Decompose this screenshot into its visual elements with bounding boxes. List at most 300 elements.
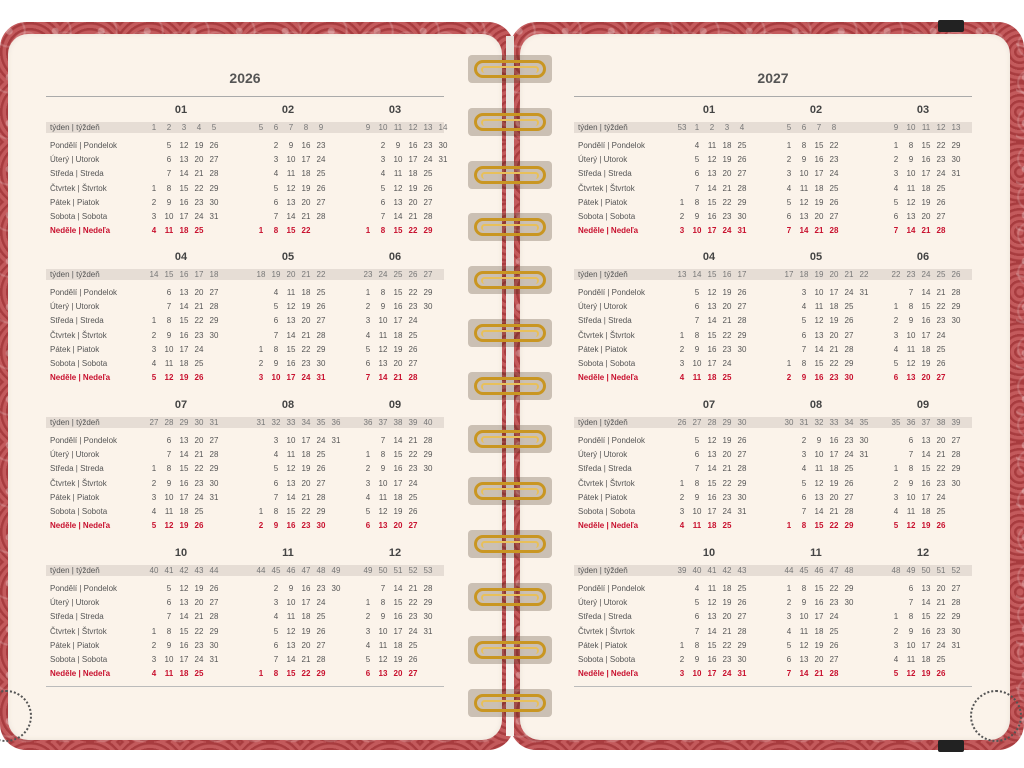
- day-number: 22: [722, 478, 732, 488]
- day-number: 28: [737, 183, 747, 193]
- day-number: 15: [707, 197, 717, 207]
- day-number: 20: [722, 302, 732, 312]
- day-label: Pondělí | Pondelok: [578, 584, 646, 593]
- day-number: 18: [722, 584, 732, 593]
- day-number: 1: [151, 464, 157, 474]
- month-name: 12: [916, 547, 930, 559]
- day-number: 19: [921, 197, 931, 207]
- day-number: 24: [316, 436, 326, 445]
- day-number: 17: [829, 450, 839, 460]
- week-number: 45: [799, 566, 809, 575]
- day-number: 19: [194, 584, 204, 593]
- day-number: 3: [273, 598, 279, 608]
- day-number: 13: [378, 521, 388, 531]
- day-label: Neděle | Nedeľa: [50, 521, 111, 531]
- day-number: 26: [194, 521, 204, 531]
- day-number: 24: [936, 169, 946, 179]
- week-number: 3: [181, 123, 187, 132]
- day-number: 1: [258, 669, 264, 679]
- week-number: 23: [906, 270, 916, 279]
- day-number: 25: [316, 288, 326, 297]
- day-number: 6: [786, 655, 792, 664]
- day-number: 29: [951, 464, 961, 474]
- day-number: 4: [893, 183, 899, 193]
- day-number: 18: [707, 373, 717, 383]
- day-number: 11: [814, 302, 824, 312]
- day-number: 22: [936, 612, 946, 622]
- day-number: 7: [166, 169, 172, 179]
- day-number: 24: [316, 598, 326, 608]
- day-number: 15: [286, 226, 296, 236]
- day-number: 23: [194, 478, 204, 488]
- day-number: 27: [316, 316, 326, 326]
- day-label: Pátek | Piatok: [50, 640, 100, 650]
- day-number: 15: [707, 330, 717, 340]
- day-number: 6: [801, 492, 807, 502]
- day-number: 31: [951, 169, 961, 179]
- day-number: 2: [258, 359, 264, 368]
- day-number: 3: [151, 655, 157, 664]
- day-number: 3: [273, 155, 279, 165]
- day-number: 27: [737, 302, 747, 312]
- day-number: 25: [936, 655, 946, 664]
- week-number: 24: [378, 270, 388, 279]
- day-label: Středa | Streda: [578, 612, 632, 622]
- day-label: Pátek | Piatok: [50, 344, 100, 354]
- day-number: 26: [316, 626, 326, 636]
- day-number: 30: [316, 521, 326, 531]
- day-number: 14: [707, 464, 717, 474]
- week-number: 36: [363, 418, 373, 427]
- day-number: 20: [301, 640, 311, 650]
- day-number: 29: [316, 344, 326, 354]
- day-number: 29: [316, 507, 326, 516]
- day-number: 12: [799, 197, 809, 207]
- day-number: 19: [921, 359, 931, 368]
- month-name: 07: [174, 399, 188, 411]
- binding-ring: [474, 641, 546, 659]
- day-number: 8: [166, 183, 172, 193]
- day-number: 15: [393, 598, 403, 608]
- day-number: 30: [209, 478, 219, 488]
- day-number: 23: [301, 359, 311, 368]
- day-number: 29: [951, 302, 961, 312]
- week-number: 19: [814, 270, 824, 279]
- day-number: 12: [378, 655, 388, 664]
- day-number: 27: [408, 521, 418, 531]
- binding-ring: [474, 430, 546, 448]
- day-number: 2: [365, 612, 371, 622]
- day-number: 21: [301, 492, 311, 502]
- day-number: 3: [893, 492, 899, 502]
- month-name: 04: [702, 251, 716, 263]
- day-number: 12: [378, 344, 388, 354]
- day-number: 1: [786, 141, 792, 150]
- week-number: 35: [859, 418, 869, 427]
- day-number: 8: [694, 330, 700, 340]
- day-number: 14: [814, 344, 824, 354]
- day-number: 27: [316, 197, 326, 207]
- day-number: 4: [151, 507, 157, 516]
- day-number: 10: [906, 640, 916, 650]
- day-number: 29: [423, 288, 433, 297]
- day-number: 1: [151, 626, 157, 636]
- day-number: 25: [829, 183, 839, 193]
- day-number: 10: [164, 344, 174, 354]
- day-number: 20: [194, 436, 204, 445]
- day-number: 9: [908, 478, 914, 488]
- day-number: 27: [408, 359, 418, 368]
- day-number: 20: [722, 612, 732, 622]
- day-number: 25: [194, 359, 204, 368]
- day-number: 25: [194, 507, 204, 516]
- week-header-label: týden | týždeň: [578, 123, 628, 132]
- day-number: 6: [694, 169, 700, 179]
- day-number: 21: [194, 450, 204, 460]
- day-number: 5: [166, 584, 172, 593]
- week-number: 48: [316, 566, 326, 575]
- day-number: 26: [316, 302, 326, 312]
- day-number: 14: [286, 655, 296, 664]
- day-number: 22: [301, 344, 311, 354]
- day-number: 28: [209, 169, 219, 179]
- day-number: 5: [151, 373, 157, 383]
- day-number: 12: [378, 507, 388, 516]
- day-number: 21: [301, 330, 311, 340]
- day-number: 30: [331, 584, 341, 593]
- day-label: Sobota | Sobota: [50, 212, 108, 221]
- day-number: 8: [380, 598, 386, 608]
- day-number: 17: [301, 436, 311, 445]
- week-number: 9: [365, 123, 371, 132]
- day-number: 30: [951, 626, 961, 636]
- day-number: 9: [166, 197, 172, 207]
- day-number: 16: [707, 212, 717, 221]
- day-number: 23: [301, 521, 311, 531]
- day-label: Pondělí | Pondelok: [578, 288, 646, 297]
- day-number: 18: [393, 492, 403, 502]
- day-label: Pondělí | Pondelok: [50, 288, 118, 297]
- day-number: 31: [209, 655, 219, 664]
- day-number: 25: [423, 169, 433, 179]
- week-number: 6: [273, 123, 279, 132]
- day-number: 22: [722, 197, 732, 207]
- day-number: 6: [893, 212, 899, 221]
- day-number: 29: [737, 197, 747, 207]
- day-number: 30: [737, 344, 747, 354]
- day-number: 16: [393, 612, 403, 622]
- day-number: 10: [286, 598, 296, 608]
- day-number: 12: [286, 183, 296, 193]
- day-number: 20: [393, 669, 403, 679]
- day-number: 5: [166, 141, 172, 150]
- day-number: 20: [301, 478, 311, 488]
- day-number: 14: [921, 450, 931, 460]
- week-number: 36: [331, 418, 341, 427]
- day-number: 1: [151, 183, 157, 193]
- day-label: Sobota | Sobota: [578, 507, 636, 516]
- day-number: 7: [380, 212, 386, 221]
- day-number: 5: [694, 598, 700, 608]
- day-number: 9: [694, 655, 700, 664]
- day-number: 29: [423, 450, 433, 460]
- day-number: 5: [365, 655, 371, 664]
- day-number: 14: [707, 316, 717, 326]
- day-number: 23: [722, 212, 732, 221]
- day-number: 8: [908, 464, 914, 474]
- day-number: 7: [273, 212, 279, 221]
- day-number: 30: [209, 197, 219, 207]
- day-number: 3: [273, 436, 279, 445]
- day-number: 8: [380, 288, 386, 297]
- day-number: 25: [844, 302, 854, 312]
- day-number: 2: [801, 436, 807, 445]
- day-number: 12: [286, 464, 296, 474]
- day-number: 1: [893, 302, 899, 312]
- day-number: 6: [273, 640, 279, 650]
- month-name: 03: [388, 104, 402, 116]
- day-number: 14: [393, 584, 403, 593]
- week-number: 18: [799, 270, 809, 279]
- day-number: 25: [936, 183, 946, 193]
- day-number: 15: [393, 226, 403, 236]
- week-number: 18: [256, 270, 266, 279]
- week-number: 52: [408, 566, 418, 575]
- day-number: 13: [814, 330, 824, 340]
- day-number: 7: [166, 302, 172, 312]
- day-number: 30: [438, 141, 448, 150]
- day-number: 8: [273, 507, 279, 516]
- month-name: 05: [281, 251, 295, 263]
- day-number: 30: [844, 373, 854, 383]
- day-number: 23: [408, 612, 418, 622]
- day-number: 13: [179, 288, 189, 297]
- day-number: 25: [316, 450, 326, 460]
- day-number: 18: [921, 655, 931, 664]
- day-number: 11: [906, 344, 916, 354]
- week-number: 17: [737, 270, 747, 279]
- day-number: 21: [722, 183, 732, 193]
- day-label: Sobota | Sobota: [578, 359, 636, 368]
- day-number: 18: [301, 450, 311, 460]
- day-number: 30: [951, 155, 961, 165]
- week-number: 40: [149, 566, 159, 575]
- day-number: 21: [722, 626, 732, 636]
- day-number: 11: [707, 141, 717, 150]
- day-number: 26: [936, 669, 946, 679]
- day-label: Úterý | Utorok: [578, 450, 628, 460]
- day-number: 24: [844, 450, 854, 460]
- week-number: 35: [316, 418, 326, 427]
- day-number: 29: [844, 359, 854, 368]
- day-label: Sobota | Sobota: [578, 212, 636, 221]
- day-number: 10: [378, 478, 388, 488]
- week-number: 37: [921, 418, 931, 427]
- day-number: 24: [936, 492, 946, 502]
- day-label: Úterý | Utorok: [50, 450, 100, 460]
- day-number: 8: [166, 316, 172, 326]
- day-number: 28: [423, 212, 433, 221]
- day-number: 4: [694, 584, 700, 593]
- day-number: 8: [694, 197, 700, 207]
- day-number: 12: [906, 521, 916, 531]
- page-bottom-rule: [46, 686, 444, 687]
- day-number: 16: [707, 655, 717, 664]
- day-label: Pondělí | Pondelok: [50, 584, 118, 593]
- day-number: 29: [209, 464, 219, 474]
- day-number: 27: [737, 450, 747, 460]
- week-number: 5: [786, 123, 792, 132]
- day-label: Čtvrtek | Štvrtok: [50, 626, 107, 636]
- day-number: 15: [179, 464, 189, 474]
- day-number: 18: [921, 507, 931, 516]
- day-label: Úterý | Utorok: [578, 598, 628, 608]
- day-number: 6: [365, 521, 371, 531]
- day-number: 22: [301, 226, 311, 236]
- day-number: 19: [179, 521, 189, 531]
- week-number: 39: [677, 566, 687, 575]
- day-number: 29: [951, 612, 961, 622]
- day-number: 16: [921, 316, 931, 326]
- day-number: 25: [408, 492, 418, 502]
- week-number: 30: [784, 418, 794, 427]
- day-number: 17: [707, 507, 717, 516]
- day-number: 10: [906, 169, 916, 179]
- day-number: 1: [786, 359, 792, 368]
- day-number: 30: [423, 464, 433, 474]
- day-number: 28: [844, 344, 854, 354]
- day-label: Středa | Streda: [50, 464, 104, 474]
- day-number: 12: [164, 521, 174, 531]
- day-number: 10: [378, 316, 388, 326]
- week-number: 44: [256, 566, 266, 575]
- month-name: 11: [282, 547, 294, 559]
- day-number: 17: [921, 640, 931, 650]
- day-number: 7: [380, 584, 386, 593]
- day-number: 24: [194, 212, 204, 221]
- day-number: 31: [209, 212, 219, 221]
- day-number: 3: [893, 169, 899, 179]
- day-number: 13: [707, 302, 717, 312]
- day-number: 4: [380, 169, 386, 179]
- day-number: 19: [722, 155, 732, 165]
- day-number: 13: [286, 316, 296, 326]
- day-number: 24: [829, 612, 839, 622]
- day-label: Čtvrtek | Štvrtok: [50, 183, 107, 193]
- day-number: 18: [179, 226, 189, 236]
- day-number: 17: [393, 316, 403, 326]
- day-number: 24: [408, 626, 418, 636]
- week-number: 33: [286, 418, 296, 427]
- day-number: 11: [164, 359, 174, 368]
- week-number: 42: [179, 566, 189, 575]
- day-number: 14: [286, 492, 296, 502]
- day-number: 21: [722, 464, 732, 474]
- day-number: 15: [707, 478, 717, 488]
- day-number: 9: [166, 330, 172, 340]
- day-number: 23: [829, 155, 839, 165]
- day-number: 15: [286, 669, 296, 679]
- page-bottom-rule: [574, 686, 972, 687]
- day-number: 6: [786, 212, 792, 221]
- week-number: 14: [438, 123, 448, 132]
- week-number: 30: [194, 418, 204, 427]
- day-number: 14: [799, 226, 809, 236]
- day-number: 19: [194, 141, 204, 150]
- week-number: 26: [408, 270, 418, 279]
- binding-ring: [474, 482, 546, 500]
- day-number: 8: [801, 584, 807, 593]
- day-number: 1: [893, 141, 899, 150]
- day-number: 4: [365, 640, 371, 650]
- day-number: 23: [936, 478, 946, 488]
- month-name: 11: [810, 547, 822, 559]
- day-number: 5: [893, 521, 899, 531]
- week-number: 19: [271, 270, 281, 279]
- day-number: 10: [164, 492, 174, 502]
- week-number: 33: [829, 418, 839, 427]
- day-number: 13: [707, 612, 717, 622]
- day-number: 28: [209, 302, 219, 312]
- day-number: 19: [921, 669, 931, 679]
- day-number: 11: [164, 507, 174, 516]
- day-number: 16: [814, 373, 824, 383]
- day-number: 23: [722, 344, 732, 354]
- day-label: Neděle | Nedeľa: [50, 226, 111, 236]
- day-number: 15: [179, 183, 189, 193]
- day-number: 1: [786, 584, 792, 593]
- day-number: 11: [906, 183, 916, 193]
- day-number: 6: [166, 436, 172, 445]
- day-number: 2: [893, 316, 899, 326]
- day-number: 28: [316, 492, 326, 502]
- day-number: 5: [893, 669, 899, 679]
- day-label: Pondělí | Pondelok: [578, 436, 646, 445]
- day-number: 2: [273, 141, 279, 150]
- year-rule: [574, 96, 972, 97]
- day-number: 21: [829, 507, 839, 516]
- day-number: 24: [408, 316, 418, 326]
- day-number: 31: [737, 507, 747, 516]
- day-number: 29: [844, 521, 854, 531]
- day-number: 10: [286, 155, 296, 165]
- day-number: 18: [393, 330, 403, 340]
- day-number: 9: [166, 478, 172, 488]
- day-number: 3: [365, 478, 371, 488]
- week-number: 2: [709, 123, 715, 132]
- day-number: 16: [921, 626, 931, 636]
- week-number: 1: [151, 123, 157, 132]
- day-number: 29: [737, 640, 747, 650]
- week-number: 49: [906, 566, 916, 575]
- day-number: 9: [380, 302, 386, 312]
- day-label: Pátek | Piatok: [578, 344, 628, 354]
- week-number: 39: [951, 418, 961, 427]
- day-number: 11: [707, 584, 717, 593]
- day-number: 8: [801, 359, 807, 368]
- day-number: 31: [737, 669, 747, 679]
- day-number: 13: [179, 155, 189, 165]
- day-number: 9: [288, 141, 294, 150]
- day-number: 26: [936, 359, 946, 368]
- day-number: 1: [365, 288, 371, 297]
- day-number: 6: [694, 302, 700, 312]
- day-number: 24: [423, 155, 433, 165]
- day-number: 19: [301, 464, 311, 474]
- day-number: 7: [786, 669, 792, 679]
- day-number: 25: [829, 626, 839, 636]
- binding-ring: [474, 324, 546, 342]
